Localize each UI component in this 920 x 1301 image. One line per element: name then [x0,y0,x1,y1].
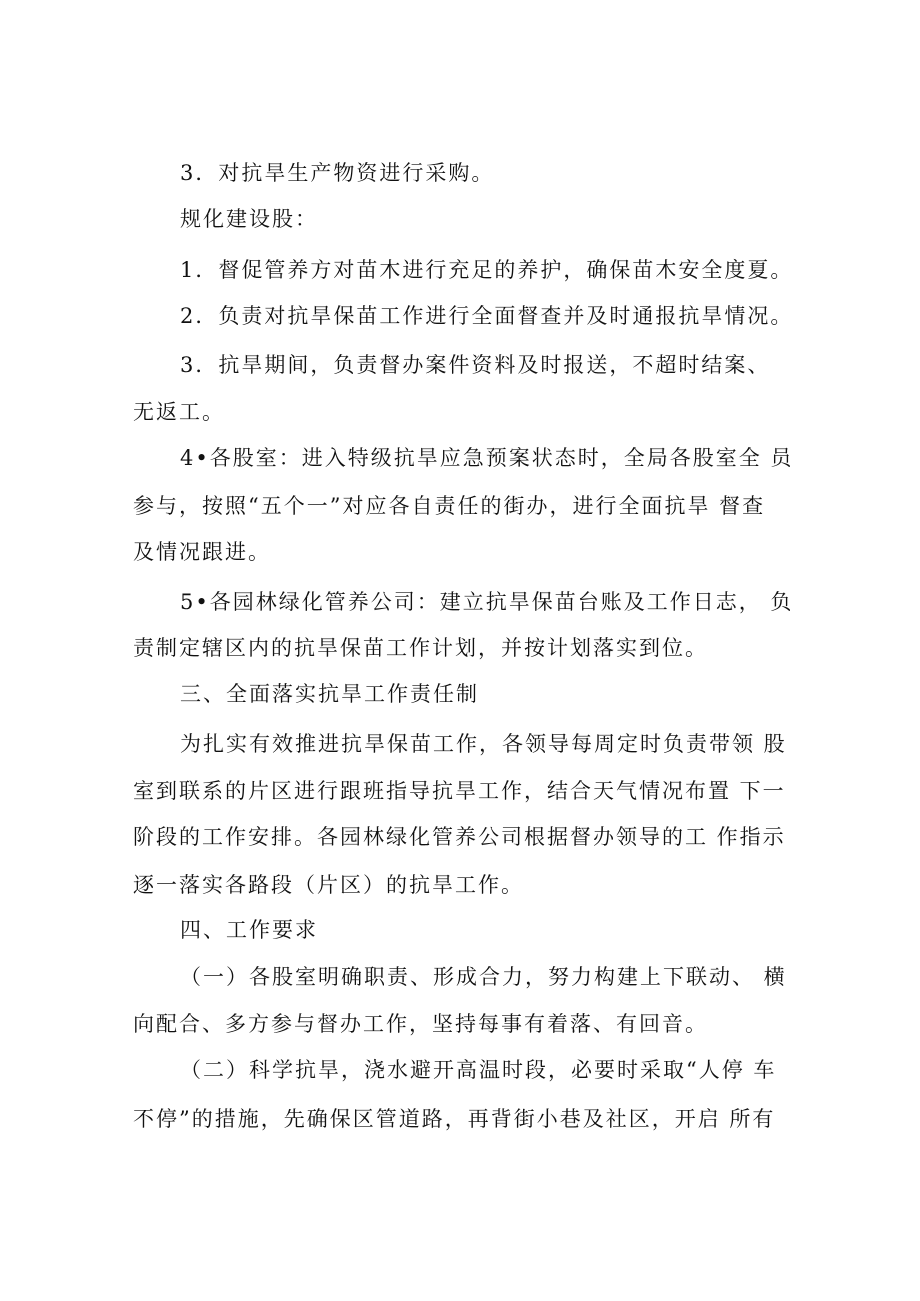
item-4-departments: 4•各股室：进入特级抗旱应急预案状态时，全局各股室全 员 [180,446,794,470]
item-3-procurement: 3．对抗旱生产物资进行采购。 [180,161,495,185]
requirement-1-line-1: （一）各股室明确职责、形成合力，努力构建上下联动、 横 [180,965,787,989]
item-1-supervise-maintenance: 1．督促管养方对苗木进行充足的养护，确保苗木安全度夏。 [180,258,794,282]
section-heading-4: 四、工作要求 [180,918,318,942]
paragraph-responsibility-line-3: 阶段的工作安排。各园林绿化管养公司根据督办领导的工 作指示 [133,825,786,849]
requirement-2-line-1: （二）科学抗旱，浇水避开高温时段，必要时采取“人停 车 [180,1058,777,1082]
item-2-inspection: 2．负责对抗旱保苗工作进行全面督查并及时通报抗旱情况。 [180,304,794,328]
item-5-landscaping-companies: 5•各园林绿化管养公司：建立抗旱保苗台账及工作日志， 负 [180,590,794,614]
item-3-case-reporting: 3．抗旱期间，负责督办案件资料及时报送，不超时结案、 [180,353,771,377]
item-5-line-2: 责制定辖区内的抗旱保苗工作计划，并按计划落实到位。 [133,636,708,660]
requirement-2-line-2: 不停”的措施，先确保区管道路，再背街小巷及社区，开启 所有 [133,1107,776,1131]
paragraph-responsibility-line-1: 为扎实有效推进抗旱保苗工作，各领导每周定时负责带领 股 [180,732,787,756]
item-4-line-3: 及情况跟进。 [133,540,271,564]
item-3-continuation: 无返工。 [133,400,225,424]
item-4-line-2: 参与，按照“五个一”对应各自责任的街办，进行全面抗旱 督查 [133,494,766,518]
paragraph-responsibility-line-4: 逐一落实各路段（片区）的抗旱工作。 [133,873,524,897]
paragraph-responsibility-line-2: 室到联系的片区进行跟班指导抗旱工作，结合天气情况布置 下一 [133,779,786,803]
requirement-1-line-2: 向配合、多方参与督办工作，坚持每事有着落、有回音。 [133,1012,708,1036]
section-heading-3: 三、全面落实抗旱工作责任制 [180,682,479,706]
section-heading-planning-construction: 规化建设股： [180,207,318,231]
